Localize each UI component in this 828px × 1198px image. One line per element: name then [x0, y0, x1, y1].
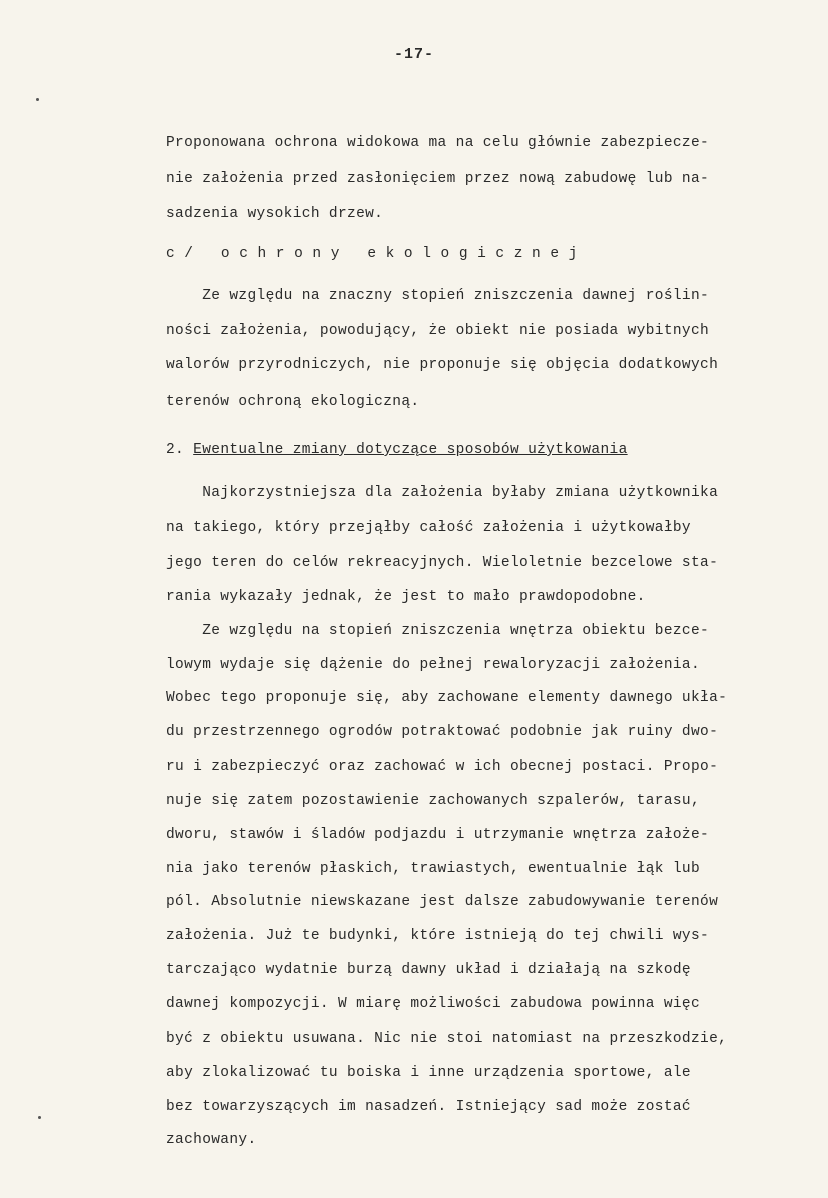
text-line: być z obiektu usuwana. Nic nie stoi natomiast na przeszkodzie, [166, 1031, 728, 1047]
text-line: ności założenia, powodujący, że obiekt nie posiada wybitnych [166, 323, 710, 339]
section-number: 2. [166, 442, 185, 458]
text-line: dworu, stawów i śladów podjazdu i utrzymanie wnętrza założe- [166, 827, 710, 843]
text-line: nie założenia przed zasłonięciem przez nową zabudowę lub na- [166, 171, 710, 187]
text-line: Proponowana ochrona widokowa ma na celu głównie zabezpiecze- [166, 135, 710, 151]
text-line: Najkorzystniejsza dla założenia byłaby zmiana użytkownika [166, 485, 719, 501]
page-number: -17- [393, 46, 434, 63]
text-line: ru i zabezpieczyć oraz zachować w ich obecnej postaci. Propo- [166, 759, 719, 775]
punch-mark [38, 1116, 41, 1119]
text-line: na takiego, który przejąłby całość założenia i użytkowałby [166, 520, 691, 536]
section-heading: c/ ochrony ekologicznej [166, 246, 587, 262]
punch-mark [36, 98, 39, 101]
text-line: Ze względu na stopień zniszczenia wnętrza obiektu bezce- [166, 623, 710, 639]
text-line: bez towarzyszących im nasadzeń. Istniejący sad może zostać [166, 1099, 691, 1115]
text-line: założenia. Już te budynki, które istnieją do tej chwili wys- [166, 928, 710, 944]
text-line: pól. Absolutnie niewskazane jest dalsze zabudowywanie terenów [166, 894, 719, 910]
text-line: rania wykazały jednak, że jest to mało prawdopodobne. [166, 589, 646, 605]
text-line: nia jako terenów płaskich, trawiastych, ewentualnie łąk lub [166, 861, 701, 877]
text-line: aby zlokalizować tu boiska i inne urządzenia sportowe, ale [166, 1065, 691, 1081]
text-line: zachowany. [166, 1132, 257, 1148]
text-line: walorów przyrodniczych, nie proponuje się objęcia dodatkowych [166, 357, 719, 373]
text-line: sadzenia wysokich drzew. [166, 206, 384, 222]
section-heading [166, 441, 628, 459]
text-line: jego teren do celów rekreacyjnych. Wieloletnie bezcelowe sta- [166, 555, 719, 571]
text-line: lowym wydaje się dążenie do pełnej rewaloryzacji założenia. [166, 657, 701, 673]
text-line: Wobec tego proponuje się, aby zachowane elementy dawnego ukła- [166, 690, 728, 706]
text-line: Ze względu na znaczny stopień zniszczenia dawnej roślin- [166, 288, 710, 304]
text-line: dawnej kompozycji. W miarę możliwości zabudowa powinna więc [166, 996, 701, 1012]
text-line: tarczająco wydatnie burzą dawny układ i działają na szkodę [166, 962, 691, 978]
text-line: terenów ochroną ekologiczną. [166, 394, 420, 410]
text-line: nuje się zatem pozostawienie zachowanych szpalerów, tarasu, [166, 793, 701, 809]
text-line: du przestrzennego ogrodów potraktować podobnie jak ruiny dwo- [166, 724, 719, 740]
section-title: Ewentualne zmiany dotyczące sposobów użytkowania [193, 442, 628, 458]
